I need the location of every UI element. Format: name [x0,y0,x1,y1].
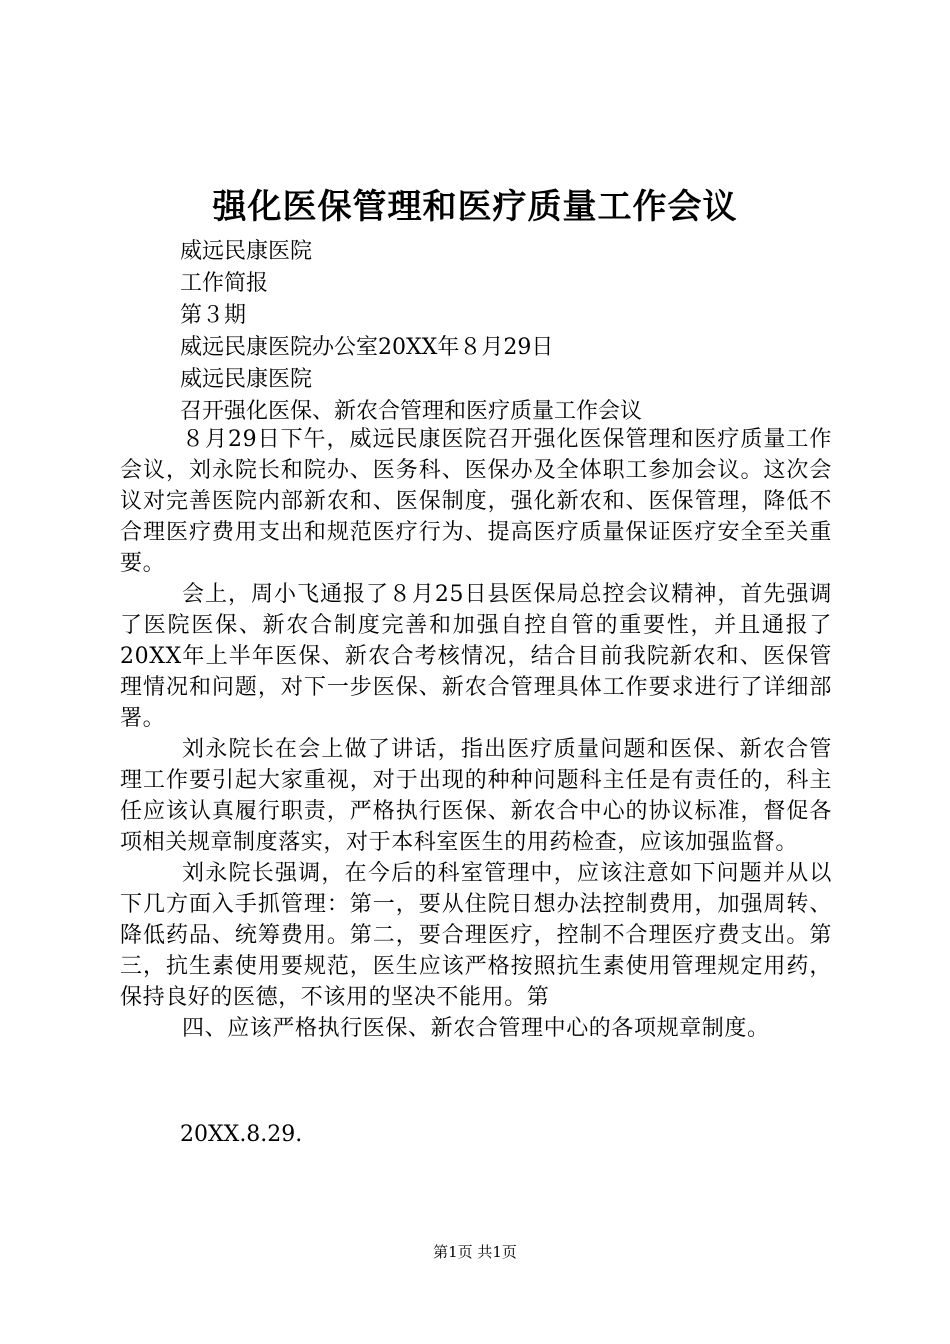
header-line-office-date: 威远民康医院办公室20XX年８月29日 [180,335,554,360]
header-line-hospital-2: 威远民康医院 [180,367,313,392]
body-text [120,424,832,1044]
paragraph: 四、应该严格执行医保、新农合管理中心的各项规章制度。 [182,1016,770,1041]
header-line-hospital: 威远民康医院 [180,239,313,264]
header-block [180,236,860,428]
paragraph: 会上，周小飞通报了８月25日县医保局总控会议精神，首先强调了医院医保、新农合制度完善和加强自控自管的重要性，并且通报了20XX年上半年医保、新农合考核情况，结合目前我院新农和、医保管理情况和问题，对下一步医保、新农合管理具体工作要求进行了详细部署。 [120,582,832,731]
paragraph: ８月29日下午，威远民康医院召开强化医保管理和医疗质量工作会议，刘永院长和院办、医务科、医保办及全体职工参加会议。这次会议对完善医院内部新农和、医保制度，强化新农和、医保管理，降低不合理医疗费用支出和规范医疗行为、提高医疗质量保证医疗安全至关重要。 [120,427,832,576]
header-line-issue: 第３期 [180,303,247,328]
header-line-subtitle: 召开强化医保、新农合管理和医疗质量工作会议 [180,399,643,424]
page-footer: 第1页 共1页 [433,1243,517,1261]
paragraph: 刘永院长强调，在今后的科室管理中，应该注意如下问题并从以下几方面入手抓管理：第一，要从住院日想办法控制费用，加强周转、降低药品、统筹费用。第二，要合理医疗，控制不合理医疗费支出。第三，抗生素使用要规范，医生应该严格按照抗生素使用管理规定用药，保持良好的医德，不该用的坚决不能用。第 [120,861,832,1010]
document-date: 20XX.8.29. [180,1122,303,1147]
paragraph: 刘永院长在会上做了讲话，指出医疗质量问题和医保、新农合管理工作要引起大家重视，对于出现的种种问题科主任是有责任的，科主任应该认真履行职责，严格执行医保、新农合中心的协议标准，督促各项相关规章制度落实，对于本科室医生的用药检查，应该加强监督。 [120,737,832,855]
document-title: 强化医保管理和医疗质量工作会议 [212,187,738,227]
header-line-briefing: 工作简报 [180,271,269,296]
